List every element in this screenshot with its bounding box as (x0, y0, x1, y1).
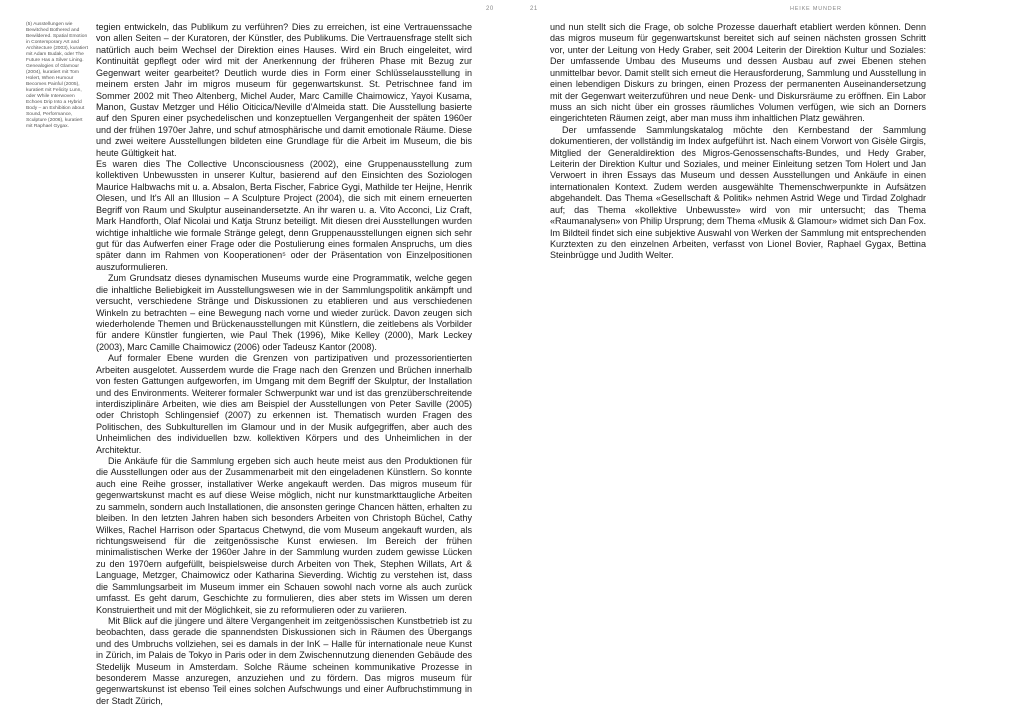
sidenote (26, 22, 90, 130)
paragraph: Zum Grundsatz dieses dynamischen Museums wurde eine Programmatik, welche gegen die inhaltliche Beliebigkeit im Ausstellungswesen wie in der Sammlungspolitik ankämpft und versucht, verschiedene Stränge und Diskussionen zu etablieren und aus verschiedenen Winkeln zu betrachten – eine Bewegung nach vorne und wieder zurück. Davon zeugen sich wiederholende Themen und Brückenausstellungen mit Künstlern, die zeitlebens als Vorbilder für andere Künstler fungierten, wie Paul Thek (1996), Mike Kelley (2000), Mark Leckey (2003), Marc Camille Chaimowicz (2006) oder Tadeusz Kantor (2008). (96, 273, 472, 352)
paragraph: Es waren dies The Collective Unconsciousness (2002), eine Gruppenausstellung zum kollektiven Unbewussten in unserer Kultur, basierend auf den Einsichten des Soziologen Maurice Halbwachs mit u. a. Absalon, Berta Fischer, Fabrice Gygi, Mathilde ter Heijne, Henrik Olesen, und It's All an Illusion – A Sculpture Project (2004), die sich mit einem erneuerten Begriff von Raum und Skulptur auseinandersetzte. An ihr waren u. a. Vito Acconci, Liz Craft, Mark Handforth, Olaf Nicolai und Katja Strunz beteiligt. Mit diesen drei Ausstellungen wurden wichtige inhaltliche wie formale Stränge gelegt, denn Gruppenausstellungen eignen sich sehr gut für das Aufwerfen einer Frage oder die Postulierung eines formalen Anspruchs, um dies später dann im Rahmen von Kooperationen⁵ oder der Präsentation von Einzelpositionen auszuformulieren. (96, 159, 472, 272)
sidenote-text: (5) Ausstellungen wie Bewitched Bothered and Bewildered. Spatial Emotion in Contemporary Art and Architecture (2003), kuratiert mit Adam Budak, oder The Future Has a Silver Lining. Genealogies of Glamour (2004), kuratiert mit Tom Holert, When Humour Becomes Painful (2005), kuratiert mit Felicity Lunn, oder While Interwoven Echoes Drip Into a Hybrid Body – an Exhibition about Sound, Performance, Sculpture (2006), kuratiert mit Raphael Gygax. (26, 22, 88, 129)
page-number-left: 20 (486, 6, 494, 12)
left-column (96, 22, 472, 707)
paragraph: Auf formaler Ebene wurden die Grenzen von partizipativen und prozessorientierten Arbeiten ausgelotet. Ausserdem wurde die Frage nach den Grenzen und Brüchen innerhalb von festen Gattungen aufgeworfen, im Umgang mit dem Begriff der Skulptur, der Installation und des Environments. Weiterer formaler Schwerpunkt war und ist das grenzüberschreitende interdisziplinäre Arbeiten, wie dies am Beispiel der Ausstellungen von Peter Saville (2005) oder Christoph Schlingensief (2007) zu erkennen ist. Thematisch wurden Fragen des Politischen, des Subkulturellen im Glamour und in der Musik aufgegriffen, aber auch des Unheimlichen des individuellen bzw. kollektiven Körpers und des Unheimlichen in der Architektur. (96, 353, 472, 455)
right-column (550, 22, 926, 262)
running-head: HEIKE MUNDER (790, 6, 842, 12)
paragraph: Der umfassende Sammlungskatalog möchte den Kernbestand der Sammlung dokumentieren, der vollständig im Index aufgeführt ist. Nach einem Vorwort von Gisèle Girgis, Mitglied der Generaldirektion des Migros-Genossenschafts-Bundes, und Hedy Graber, Leiterin der Direktion Kultur und Soziales, und meiner Einleitung setzen Tom Holert und Jan Verwoert in ihren Essays das Museum und dessen Ausstellungen und Ankäufe in einen internationalen Kontext. Zudem werden ausgewählte Themenschwerpunkte in Aufsätzen abgehandelt. Das Thema «Gesellschaft & Politik» nehmen Astrid Wege und Tirdad Zolghadr auf; das Thema «kollektive Unbewusste» wird von mir untersucht; das Thema «Raumanalysen» von Philip Ursprung; dem Thema «Musik & Glamour» widmet sich Dan Fox. Im Bildteil findet sich eine subjektive Auswahl von Werken der Sammlung mit entsprechenden Kurztexten zu den einzelnen Arbeiten, verfasst von Lionel Bovier, Raphael Gygax, Bettina Steinbrügge und Judith Welter. (550, 124, 926, 261)
paragraph: Die Ankäufe für die Sammlung ergeben sich auch heute meist aus den Produktionen für die Ausstellungen oder aus der Zusammenarbeit mit den eingeladenen Künstlern. So konnte auch eine Reihe grosser, installativer Werke angekauft werden. Das migros museum für gegenwartskunst macht es auf diese Weise möglich, nicht nur kunstmarkttaugliche Arbeiten zu sammeln, sondern auch Installationen, die ansonsten geringe Chancen hätten, erhalten zu bleiben. In den letzten Jahren haben sich besonders Arbeiten von Christoph Büchel, Cathy Wilkes, Rachel Harrison oder Spartacus Chetwynd, die vom Museum angekauft wurden, als richtungsweisend für die zeitgenössische Kunst erwiesen. Im Bereich der frühen minimalistischen Werke der 1960er Jahre in der Sammlung wurden zudem gewisse Lücken zu den 1970ern aufgefüllt, beispielsweise durch Arbeiten von Thek, Stephen Willats, Art & Language, Metzger, Chaimowicz oder Katharina Sieverding. Wichtig zu verstehen ist, dass die Sammlungsarbeit im Museum immer ein Schauen sowohl nach vorne als auch zurück umfasst. Es geht darum, Geschichte zu formulieren, dies aber stets im Wissen um deren Konstruiertheit und mit der Möglichkeit, sie zu reformulieren oder zu variieren. (96, 456, 472, 615)
paragraph: tegien entwickeln, das Publikum zu verführen? Dies zu erreichen, ist eine Vertrauenssache von allen Seiten – der Kuratoren, der Künstler, des Publikums. Die Vertrauensfrage stellt sich natürlich auch beim Wechsel der Direktion eines Hauses. Wird ein Bruch eingeleitet, wird Kontinuität gepflegt oder wird mit der Anerkennung der früheren Phase mit Bezug zur Gegenwart weiter gearbeitet? Deutlich wurde dies in Form einer Schlüsselausstellung in meinem ersten Jahr im migros museum für gegenwartskunst. St. Petrischnee fand im Sommer 2002 mit Theo Altenberg, Michel Auder, Marc Camille Chaimowicz, Yayoi Kusama, Manon, Gustav Metzger und Hélio Oiticica/Neville d'Almeida statt. Die Ausstellung basierte auf den Spuren einer psychedelischen und konzeptuellen Vergangenheit der späten 1960er und der frühen 1970er Jahre, und schuf atmosphärische und damit emotionale Räume. Diese und zwei weitere Ausstellungen bildeten eine Grundlage für die Arbeit im Museum, die bis heute Gültigkeit hat. (96, 22, 472, 158)
paragraph: und nun stellt sich die Frage, ob solche Prozesse dauerhaft etabliert werden können. Denn das migros museum für gegenwartskunst bereitet sich auf seinen nächsten grossen Schritt vor, unter der Leitung von Hedy Graber, seit 2004 Leiterin der Direktion Kultur und Soziales: Der umfassende Umbau des Museums und dessen Ausbau auf zwei Ebenen stehen unmittelbar bevor. Damit stellt sich erneut die Herausforderung, Sammlung und Ausstellung in einen lebendigen Diskurs zu bringen, einen Prozess der permanenten Auseinandersetzung mit der Gegenwart weiterzuführen und neue Denk- und Diskursräume zu eröffnen. Ein Labor muss an sich nicht über ein grosses räumliches Volumen verfügen, wie sich an Dorners eingerichteten Räumen zeigt, aber man muss ihm inhaltlichen Platz gewähren. (550, 22, 926, 124)
page-number-right: 21 (530, 6, 538, 12)
paragraph: Mit Blick auf die jüngere und ältere Vergangenheit im zeitgenössischen Kunstbetrieb ist zu beobachten, dass gerade die spannendsten Diskussionen sich in Räumen des Übergangs und des Umbruchs vollziehen, sei es damals in der InK – Halle für internationale neue Kunst in Zürich, im Palais de Tokyo in Paris oder in dem Zwischennutzung dienenden Gebäude des Stedelijk Museum in Amsterdam. Solche Räume scheinen kommunikative Prozesse in besonderem Masse anzuregen, anzuziehen und zu fördern. Das migros museum für gegenwartskunst ist ebenso Teil eines solchen Aufschwungs und einer Aufbruchstimmung in der Stadt Zürich, (96, 615, 472, 706)
